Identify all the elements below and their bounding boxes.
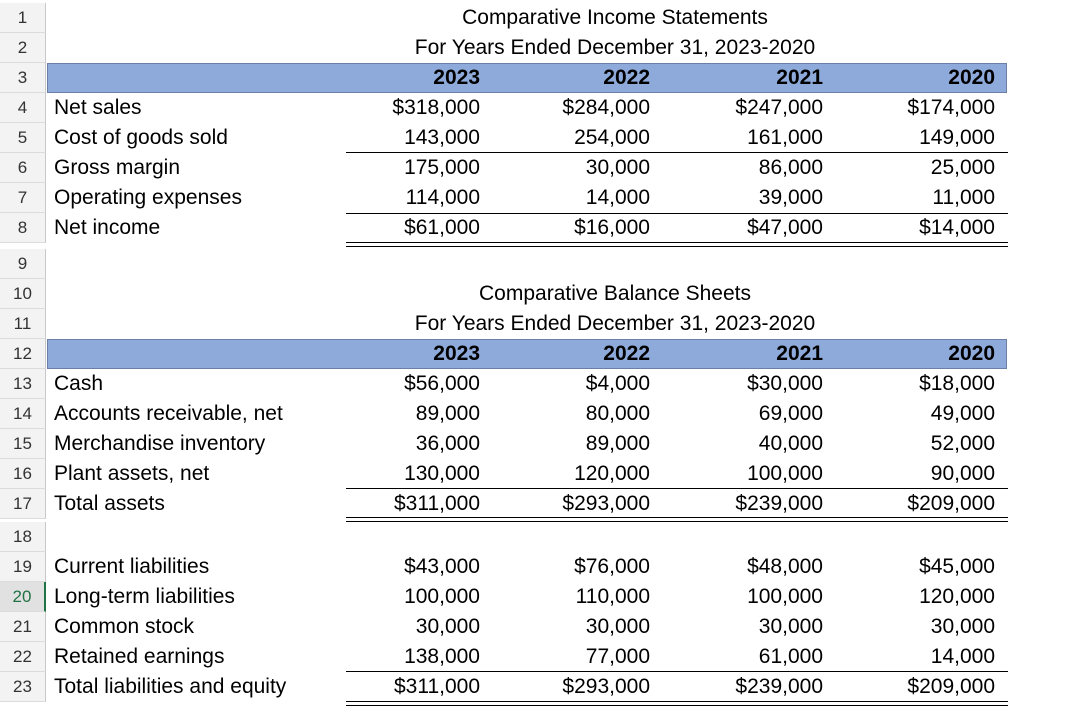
row-header[interactable]: 8: [0, 213, 46, 243]
row-header[interactable]: 13: [0, 369, 46, 399]
row-header[interactable]: 23: [0, 672, 46, 702]
value-cell[interactable]: $16,000: [574, 216, 650, 239]
double-underline: [346, 242, 1008, 247]
value-cell[interactable]: 52,000: [930, 432, 995, 455]
row-label[interactable]: Plant assets, net: [54, 462, 210, 485]
value-cell[interactable]: 30,000: [930, 615, 995, 638]
row-header[interactable]: 2: [0, 33, 46, 63]
value-cell[interactable]: 40,000: [758, 432, 823, 455]
row-label[interactable]: Accounts receivable, net: [54, 402, 283, 425]
value-cell[interactable]: 110,000: [575, 585, 650, 608]
value-cell[interactable]: $14,000: [919, 216, 995, 239]
row-header[interactable]: 15: [0, 429, 46, 459]
value-cell[interactable]: 100,000: [404, 585, 480, 608]
table-row: [0, 399, 1068, 429]
value-cell[interactable]: $56,000: [404, 372, 480, 395]
value-cell[interactable]: 30,000: [758, 615, 823, 638]
value-cell[interactable]: $239,000: [735, 492, 823, 515]
value-cell[interactable]: $174,000: [907, 96, 995, 119]
value-cell[interactable]: 100,000: [747, 462, 823, 485]
row-header[interactable]: 3: [0, 63, 46, 93]
row-header[interactable]: 4: [0, 93, 46, 123]
value-cell[interactable]: 30,000: [585, 615, 650, 638]
value-cell[interactable]: $284,000: [562, 96, 650, 119]
value-cell[interactable]: $311,000: [393, 492, 480, 515]
value-cell[interactable]: $209,000: [907, 492, 995, 515]
sheet-row: [0, 3, 1068, 33]
sheet-row: [0, 522, 1068, 552]
row-header[interactable]: 11: [0, 309, 46, 339]
value-cell[interactable]: $18,000: [919, 372, 995, 395]
row-label[interactable]: Net income: [54, 216, 161, 239]
value-cell[interactable]: 36,000: [415, 432, 480, 455]
row-header[interactable]: 18: [0, 522, 46, 552]
value-cell[interactable]: $76,000: [574, 555, 650, 578]
value-cell[interactable]: $247,000: [735, 96, 823, 119]
row-label[interactable]: Common stock: [54, 615, 195, 638]
value-cell[interactable]: 61,000: [758, 645, 823, 668]
value-cell[interactable]: $311,000: [393, 675, 480, 698]
value-cell[interactable]: $4,000: [585, 372, 650, 395]
sheet-row: [0, 249, 1068, 279]
value-cell[interactable]: 30,000: [585, 156, 650, 179]
sheet-row: [0, 33, 1068, 63]
row-header[interactable]: 17: [0, 489, 46, 519]
row-label[interactable]: Merchandise inventory: [54, 432, 266, 455]
value-cell[interactable]: 114,000: [405, 186, 480, 209]
value-cell[interactable]: $48,000: [747, 555, 823, 578]
value-cell[interactable]: 14,000: [930, 645, 995, 668]
sheet-row: [0, 63, 1068, 93]
income-title[interactable]: Comparative Income Statements: [462, 6, 768, 29]
table-row: [0, 459, 1068, 489]
sheet-row: [0, 279, 1068, 309]
sheet-row: [0, 309, 1068, 339]
value-cell[interactable]: 39,000: [758, 186, 823, 209]
income-year-header[interactable]: 2021: [776, 66, 823, 89]
income-year-header[interactable]: 2022: [603, 66, 650, 89]
value-cell[interactable]: 90,000: [930, 462, 995, 485]
table-row: [0, 489, 1068, 519]
row-label[interactable]: Operating expenses: [54, 186, 242, 209]
row-header[interactable]: 1: [0, 3, 46, 33]
table-row: [0, 672, 1068, 702]
value-cell[interactable]: 86,000: [758, 156, 823, 179]
row-header[interactable]: 14: [0, 399, 46, 429]
value-cell[interactable]: 143,000: [404, 126, 480, 149]
value-cell[interactable]: 120,000: [919, 585, 995, 608]
row-header[interactable]: 6: [0, 153, 46, 183]
value-cell[interactable]: 254,000: [574, 126, 650, 149]
value-cell[interactable]: 30,000: [415, 615, 480, 638]
value-cell[interactable]: 77,000: [585, 645, 650, 668]
table-row: [0, 552, 1068, 582]
value-cell[interactable]: 130,000: [404, 462, 480, 485]
value-cell[interactable]: $293,000: [562, 492, 650, 515]
value-cell[interactable]: $45,000: [919, 555, 995, 578]
value-cell[interactable]: 80,000: [585, 402, 650, 425]
value-cell[interactable]: 149,000: [919, 126, 995, 149]
value-cell[interactable]: 69,000: [758, 402, 823, 425]
table-row: [0, 612, 1068, 642]
table-row: [0, 429, 1068, 459]
value-cell[interactable]: $318,000: [392, 96, 480, 119]
row-header[interactable]: 21: [0, 612, 46, 642]
table-row: [0, 153, 1068, 183]
row-header[interactable]: 22: [0, 642, 46, 672]
row-label[interactable]: Long-term liabilities: [54, 585, 235, 608]
row-label[interactable]: Current liabilities: [54, 555, 210, 578]
value-cell[interactable]: 161,000: [747, 126, 823, 149]
value-cell[interactable]: $61,000: [404, 216, 480, 239]
balance-subtitle[interactable]: For Years Ended December 31, 2023-2020: [414, 312, 816, 335]
value-cell[interactable]: $239,000: [735, 675, 823, 698]
row-label[interactable]: Cash: [54, 372, 104, 395]
double-underline: [346, 701, 1008, 706]
row-label[interactable]: Gross margin: [54, 156, 181, 179]
table-row: [0, 582, 1068, 612]
value-cell[interactable]: 100,000: [747, 585, 823, 608]
row-header[interactable]: 10: [0, 279, 46, 309]
row-header[interactable]: 5: [0, 123, 46, 153]
row-header[interactable]: 19: [0, 552, 46, 582]
value-cell[interactable]: 138,000: [404, 645, 480, 668]
income-subtitle[interactable]: For Years Ended December 31, 2023-2020: [414, 36, 816, 59]
value-cell[interactable]: 11,000: [932, 186, 995, 209]
value-cell[interactable]: 49,000: [930, 402, 995, 425]
table-row: [0, 642, 1068, 672]
row-header[interactable]: 7: [0, 183, 46, 213]
balance-year-header[interactable]: 2020: [948, 342, 995, 365]
value-cell[interactable]: 175,000: [404, 156, 480, 179]
value-cell[interactable]: 89,000: [415, 402, 480, 425]
value-cell[interactable]: $47,000: [747, 216, 823, 239]
value-cell[interactable]: $293,000: [562, 675, 650, 698]
row-header-active[interactable]: 20: [0, 582, 46, 612]
value-cell[interactable]: $43,000: [404, 555, 480, 578]
balance-year-header[interactable]: 2022: [603, 342, 650, 365]
income-year-header[interactable]: 2020: [948, 66, 995, 89]
table-row: [0, 183, 1068, 213]
balance-year-header[interactable]: 2023: [433, 342, 480, 365]
row-label[interactable]: Total liabilities and equity: [54, 675, 287, 698]
balance-year-header[interactable]: 2021: [776, 342, 823, 365]
value-cell[interactable]: 120,000: [574, 462, 650, 485]
table-row: [0, 213, 1068, 243]
income-year-header[interactable]: 2023: [433, 66, 480, 89]
row-header[interactable]: 12: [0, 339, 46, 369]
row-label[interactable]: Cost of goods sold: [54, 126, 228, 149]
value-cell[interactable]: $209,000: [907, 675, 995, 698]
value-cell[interactable]: 89,000: [585, 432, 650, 455]
balance-title[interactable]: Comparative Balance Sheets: [479, 282, 751, 305]
row-label[interactable]: Net sales: [54, 96, 142, 119]
value-cell[interactable]: 25,000: [930, 156, 995, 179]
row-label[interactable]: Retained earnings: [54, 645, 225, 668]
table-row: [0, 369, 1068, 399]
table-row: [0, 93, 1068, 123]
sheet-row: [0, 339, 1068, 369]
row-header[interactable]: 9: [0, 249, 46, 279]
table-row: [0, 123, 1068, 153]
value-cell[interactable]: $30,000: [747, 372, 823, 395]
value-cell[interactable]: 14,000: [585, 186, 650, 209]
row-label[interactable]: Total assets: [54, 492, 165, 515]
row-header[interactable]: 16: [0, 459, 46, 489]
